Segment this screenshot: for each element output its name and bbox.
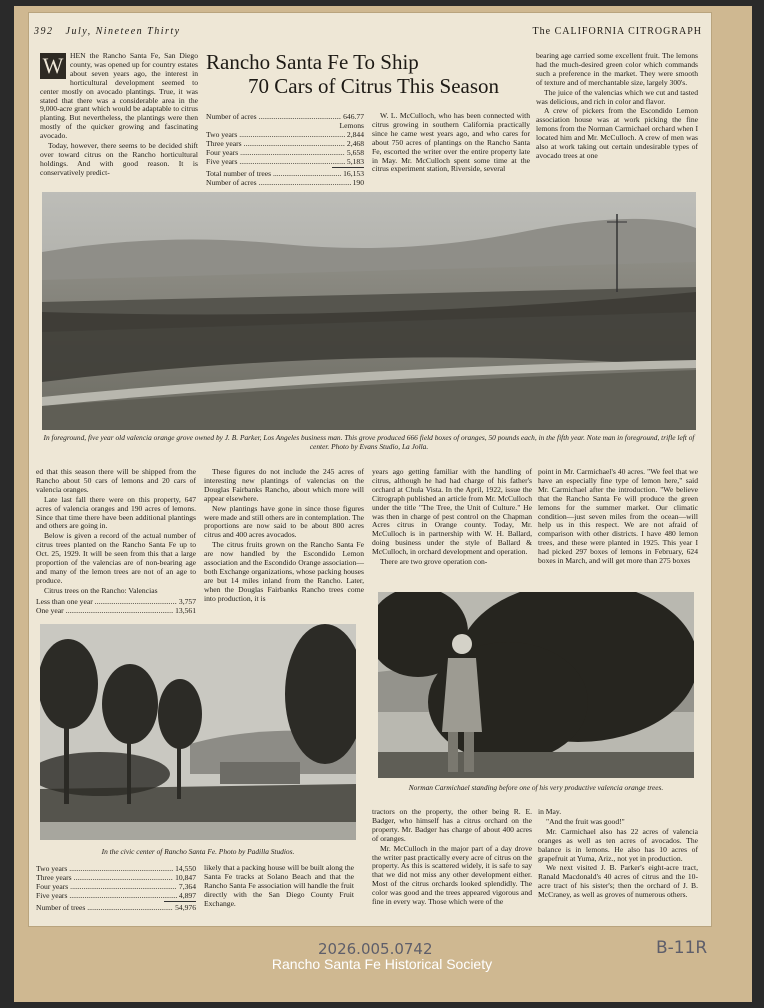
paragraph: ed that this season there will be shipped from the Rancho about 50 cars of lemons and 20 cars of valencia oranges. bbox=[36, 467, 196, 494]
valencia-table-bottom bbox=[36, 864, 196, 912]
paragraph: The citrus fruits grown on the Rancho Santa Fe are now handled by the Escondido Lemon association and the Escondido Orange association—both Exchange organizations, whose packing houses are but 14 miles inland from the Rancho. Later, when the Douglas Fairbanks Rancho trees come into production, it is bbox=[204, 540, 364, 603]
paragraph: We next visited J. B. Parker's eight-acre tract, Ranald Macdonald's 40 acres of citrus and the 10-acre tract of his sister's; then the orchard of J. B. McCraney, as well as groves of numerous others. bbox=[538, 863, 698, 900]
paragraph: Below is given a record of the actual number of citrus trees planted on the Rancho Santa Fe up to Oct. 25, 1929. It will be seen from this that a large proportion of the valencias are of non-bearing age and many of the lemon trees are not of an age to produce. bbox=[36, 531, 196, 585]
title-line-2: 70 Cars of Citrus This Season bbox=[248, 74, 500, 98]
table-row: Less than one year ..... 3,757 bbox=[36, 597, 196, 606]
paragraph: Citrus trees on the Rancho: Valencias bbox=[44, 585, 158, 595]
total-rule bbox=[164, 901, 196, 902]
civic-center-photo bbox=[40, 624, 356, 840]
middle-column-4 bbox=[538, 468, 698, 567]
drop-cap: W bbox=[40, 53, 66, 79]
table-row: Total number of trees ..... 16,153 bbox=[206, 169, 364, 178]
lead-paragraph: HEN the Rancho Santa Fe, San Diego county, was opened up for country estates about seven years ago, the interest in horticultural development seemed to center mostly on avocado plantings. True, it was stated that there was a considerable area in the 9,000-acre grant which would be adaptable to citrus planting. But nevertheless, the plantings were then mostly of the quicker growing and fascinating avocado. bbox=[40, 51, 198, 141]
article-column-3 bbox=[372, 112, 530, 175]
valencia-table-top bbox=[36, 597, 196, 615]
lemons-table bbox=[206, 112, 364, 187]
table-row: Number of acres ..... 646.77 bbox=[206, 112, 364, 121]
table-unit: Lemons bbox=[339, 121, 364, 130]
paragraph: point in Mr. Carmichael's 40 acres. "We feel that we have an especially fine type of lemon here," said Mr. Carmichael after the introduction. "We believe that the Rancho Santa Fe will produce the green lemons for the summer market. Our climatic condition—just seven miles from the ocean—will help us in this respect. We are not afraid of comparison with other districts. I have 480 lemon trees, and these were planted in 1925. This year I had picked 297 boxes of lemons in February, 624 boxes in March, and will get more than 275 boxes bbox=[538, 467, 698, 566]
paragraph: tractors on the property, the other being R. E. Badger, who himself has a citrus orchard on the property. Mr. Badger has charge of about 400 acres of oranges. bbox=[372, 807, 532, 843]
paragraph: years ago getting familiar with the handling of citrus, although he had had charge of his father's orchard at Chula Vista. In the April, 1922, issue the Citrograph published an article from Mr. McCulloch under the title "The Tree, the Unit of Culture." He was then in charge of pest control on the Chapman Acres citrus in Orange county. Today, Mr. McCulloch is in partnership with W. H. Ballard, doing business under the style of Ballard & McCulloch, in orchard development and operation. bbox=[372, 467, 532, 557]
middle-column-1 bbox=[36, 468, 196, 615]
watermark-footer: Rancho Santa Fe Historical Society bbox=[271, 956, 493, 972]
paragraph: likely that a packing house will be built along the Santa Fe tracks at Solano Beach and that the Rancho Santa Fe association will handle the fruit directly with the San Diego County Fruit Exchange. bbox=[204, 863, 354, 908]
magazine-page bbox=[28, 12, 712, 927]
table-row: Five years ..... 5,183 bbox=[206, 157, 364, 166]
paragraph: There are two grove operation con- bbox=[380, 557, 488, 567]
table-row: Five years ..... 4,897 bbox=[36, 891, 196, 900]
header-page-date bbox=[34, 26, 181, 37]
civic-center-illustration bbox=[40, 624, 356, 840]
article-column-4 bbox=[536, 52, 698, 162]
paragraph: A crew of pickers from the Escondido Lemon association house was at work picking the fine lemons from the Norman Carmichael orchard when I located him and Mr. McCulloch. A crew of men was also at work taking out certain undesirable types of avocado trees at one bbox=[536, 106, 698, 160]
main-photo-caption: In foreground, five year old valencia orange grove owned by J. B. Parker, Los Angeles business man. This grove produced 666 field boxes of oranges, 50 pounds each, in the fifth year. Note man in foreground, trifle left of center. Photo by Evans Studio, La Jolla. bbox=[43, 433, 695, 451]
bottom-column-4 bbox=[538, 808, 698, 901]
table-row: Four years ..... 5,658 bbox=[206, 148, 364, 157]
carmichael-illustration bbox=[378, 592, 694, 778]
catalog-number: B-11R bbox=[656, 938, 708, 958]
paragraph: Mr. McCulloch in the major part of a day drove the writer past practically every acre of citrus on the property. As this is scattered widely, it is safe to say that we did not miss any other development either. Most of the citrus orchards looked splendidly. The color was good and the trees appeared vigorous and fine in every way. Those which were of the bbox=[372, 843, 532, 907]
article-title bbox=[206, 50, 536, 98]
header-publication: The CALIFORNIA CITROGRAPH bbox=[532, 26, 702, 37]
table-row: One year ..... 13,561 bbox=[36, 606, 196, 615]
article-column-1 bbox=[40, 52, 198, 179]
header-page-number: 392 bbox=[34, 26, 54, 37]
title-line-1: Rancho Santa Fe To Ship bbox=[206, 50, 419, 74]
paragraph: Late last fall there were on this property, 647 acres of valencia oranges and 190 acres of lemons. Since that time there have been additional plantings and others are going in. bbox=[36, 494, 196, 531]
paragraph: These figures do not include the 245 acres of interesting new plantings of valencias on the Douglas Fairbanks Rancho, about which more will appear elsewhere. bbox=[204, 467, 364, 503]
paragraph: Mr. Carmichael also has 22 acres of valencia oranges as well as ten acres of avocados. The balance is in lemons. He also has 10 acres of grapefruit at Yuma, Ariz., not yet in production. bbox=[538, 826, 698, 863]
civic-center-caption: In the civic center of Rancho Santa Fe. Photo by Padilla Studios. bbox=[101, 847, 295, 856]
orange-grove-photo bbox=[42, 192, 696, 430]
paragraph: The juice of the valencias which we cut and tasted was delicious, and rich in color and flavor. bbox=[536, 87, 698, 106]
paragraph: Today, however, there seems to be decided shift over toward citrus on the Rancho horticultural holdings. And with good reason. It is conservatively predict- bbox=[40, 141, 198, 177]
carmichael-caption: Norman Carmichael standing before one of his very productive valencia orange trees. bbox=[408, 783, 664, 792]
table-row: Number of acres ..... 190 bbox=[206, 178, 364, 187]
middle-column-2 bbox=[204, 468, 364, 605]
paragraph: in May. bbox=[538, 807, 562, 816]
table-row: Two years ..... 14,550 bbox=[36, 864, 196, 873]
carmichael-photo bbox=[378, 592, 694, 778]
paragraph: W. L. McCulloch, who has been connected with citrus growing in southern California practically since he came west years ago, and who cares for about 750 acres of plantings on the Rancho Santa Fe, escorted the writer over the entire property late in May. Mr. McCulloch spent some time at the citrus experiment station, Riverside, several bbox=[372, 111, 530, 174]
middle-column-3 bbox=[372, 468, 532, 568]
table-row: Four years ..... 7,364 bbox=[36, 882, 196, 891]
paragraph: "And the fruit was good!" bbox=[546, 816, 625, 826]
accession-number: 2026.005.0742 bbox=[318, 940, 433, 958]
table-row: Two years ..... 2,844 bbox=[206, 130, 364, 139]
table-row: Number of trees ..... 54,976 bbox=[36, 903, 196, 912]
orange-grove-illustration bbox=[42, 192, 696, 430]
bottom-column-2 bbox=[204, 864, 354, 910]
header-date: July, Nineteen Thirty bbox=[65, 26, 181, 37]
bottom-column-3 bbox=[372, 808, 532, 908]
paragraph: bearing age carried some excellent fruit. The lemons had the much-desired green color which commands such a preference in the market. They were smooth of texture and of merchantable size, largely 300's. bbox=[536, 51, 698, 87]
table-row: Three years ..... 10,847 bbox=[36, 873, 196, 882]
table-row: Three years ..... 2,468 bbox=[206, 139, 364, 148]
paragraph: New plantings have gone in since those figures were made and still others are in contemplation. The proportions are now said to be about 800 acres citrus and 400 acres avocados. bbox=[204, 503, 364, 540]
total-rule bbox=[332, 167, 364, 168]
